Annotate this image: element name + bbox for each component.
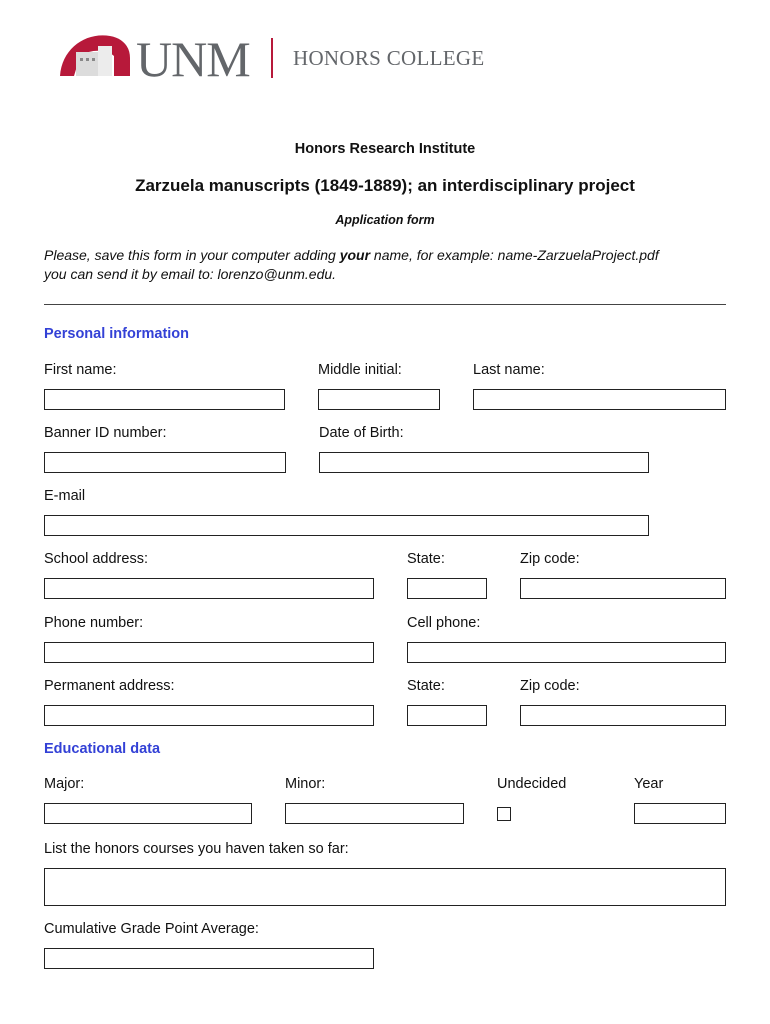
banner-id-field[interactable] <box>44 452 286 473</box>
date-of-birth-field[interactable] <box>319 452 649 473</box>
year-field[interactable] <box>634 803 726 824</box>
instructions-text: Please, save this form in your computer adding <box>44 247 340 263</box>
permanent-state-field[interactable] <box>407 705 487 726</box>
instructions-text: name, for example: name-ZarzuelaProject.pdf <box>370 247 659 263</box>
undecided-label: Undecided <box>497 776 567 792</box>
unm-arch-icon <box>58 32 132 80</box>
school-zip-label: Zip code: <box>520 551 580 567</box>
gpa-label: Cumulative Grade Point Average: <box>44 921 259 937</box>
permanent-zip-label: Zip code: <box>520 678 580 694</box>
cell-phone-field[interactable] <box>407 642 726 663</box>
school-address-field[interactable] <box>44 578 374 599</box>
page-title: Zarzuela manuscripts (1849-1889); an interdisciplinary project <box>135 176 635 195</box>
form-subtitle: Application form <box>335 213 435 227</box>
instructions-line-1 <box>44 246 659 265</box>
last-name-label: Last name: <box>473 362 545 378</box>
major-label: Major: <box>44 776 85 792</box>
cell-phone-label: Cell phone: <box>407 615 481 631</box>
school-state-label: State: <box>407 551 445 567</box>
last-name-field[interactable] <box>473 389 726 410</box>
email-label: E-mail <box>44 488 86 504</box>
logo-college-text: HONORS COLLEGE <box>293 46 485 70</box>
logo-unm-text: UNM <box>136 31 250 87</box>
honors-courses-field[interactable] <box>44 868 726 906</box>
undecided-checkbox[interactable] <box>497 807 511 821</box>
section-personal-information: Personal information <box>44 326 190 342</box>
major-field[interactable] <box>44 803 252 824</box>
logo-divider <box>271 38 273 78</box>
school-state-field[interactable] <box>407 578 487 599</box>
instructions-line-2: you can send it by email to: lorenzo@unm.edu. <box>44 266 337 282</box>
divider <box>44 304 726 305</box>
permanent-zip-field[interactable] <box>520 705 726 726</box>
date-of-birth-label: Date of Birth: <box>319 425 404 441</box>
minor-label: Minor: <box>285 776 326 792</box>
minor-field[interactable] <box>285 803 464 824</box>
middle-initial-field[interactable] <box>318 389 440 410</box>
section-educational-data: Educational data <box>44 741 161 757</box>
school-zip-field[interactable] <box>520 578 726 599</box>
permanent-state-label: State: <box>407 678 445 694</box>
first-name-field[interactable] <box>44 389 285 410</box>
email-field[interactable] <box>44 515 649 536</box>
permanent-address-label: Permanent address: <box>44 678 175 694</box>
unm-honors-logo <box>58 31 498 87</box>
phone-number-label: Phone number: <box>44 615 144 631</box>
institute-name: Honors Research Institute <box>294 141 476 157</box>
first-name-label: First name: <box>44 362 117 378</box>
permanent-address-field[interactable] <box>44 705 374 726</box>
honors-courses-label: List the honors courses you haven taken so far: <box>44 841 349 857</box>
school-address-label: School address: <box>44 551 148 567</box>
banner-id-label: Banner ID number: <box>44 425 167 441</box>
middle-initial-label: Middle initial: <box>318 362 402 378</box>
phone-number-field[interactable] <box>44 642 374 663</box>
year-label: Year <box>634 776 664 792</box>
gpa-field[interactable] <box>44 948 374 969</box>
instructions-emphasis: your <box>339 247 371 263</box>
